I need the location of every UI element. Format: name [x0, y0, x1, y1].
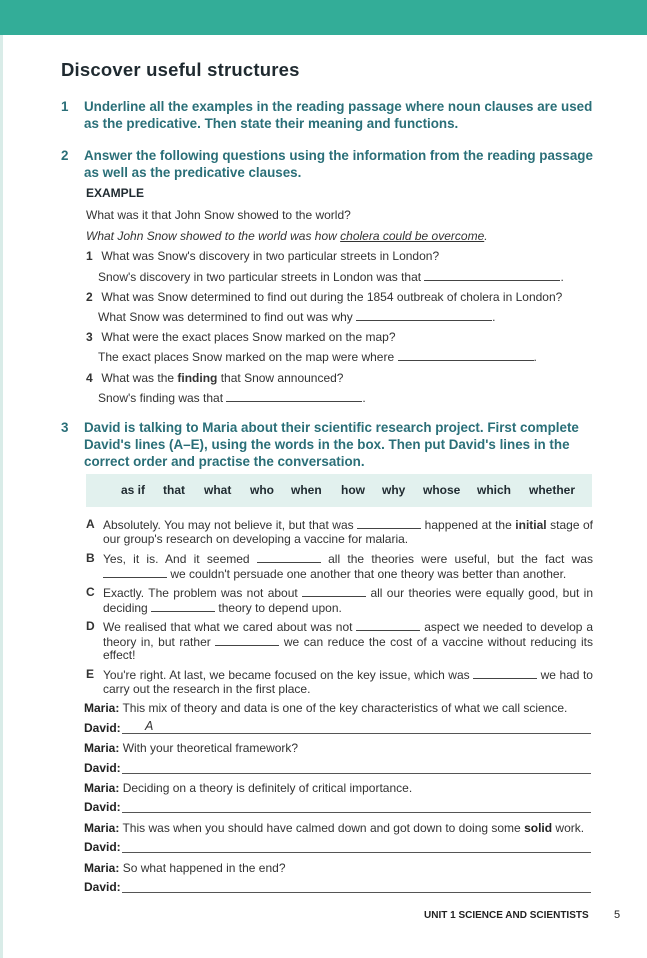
question-number: 1 — [61, 99, 69, 114]
dialogue-text: This mix of theory and data is one of the key characteristics of what we call science. — [122, 701, 568, 715]
option-text — [103, 518, 593, 546]
top-color-band — [0, 0, 647, 35]
speaker-label: David: — [84, 880, 121, 894]
maria-line-5 — [84, 861, 286, 875]
page-number: 5 — [614, 909, 621, 921]
sub-answer-2 — [98, 310, 495, 324]
sub-answer-3 — [98, 350, 537, 364]
sub-question-3 — [86, 330, 396, 344]
word-box-item: why — [382, 483, 406, 497]
sub-end: . — [492, 310, 496, 324]
option-c — [86, 586, 596, 614]
david-answer-line[interactable] — [122, 892, 591, 893]
speaker-label: Maria: — [84, 701, 120, 715]
word-box-item: that — [163, 483, 185, 497]
left-page-edge — [0, 35, 3, 958]
option-letter: D — [86, 619, 95, 633]
option-text-part: all our theories were equally good, but in deciding — [103, 586, 594, 615]
sub-number: 4 — [86, 371, 93, 385]
option-letter: C — [86, 585, 95, 599]
option-text-part: we can reduce the cost of a vaccine without reducing its effect! — [103, 634, 593, 662]
option-text-part: aspect we needed to develop a theory in, but rather — [103, 620, 594, 649]
sub-answer-4 — [98, 391, 366, 405]
option-text-part: You're right. At last, we became focused on the key issue, which was — [103, 668, 470, 682]
dialogue-text: Deciding on a theory is definitely of critical importance. — [122, 781, 413, 795]
maria-line-1 — [84, 701, 567, 715]
sub-end: . — [362, 391, 366, 405]
option-text — [103, 552, 593, 581]
option-d — [86, 620, 596, 662]
sub-question-text-end: that Snow announced? — [220, 371, 344, 385]
answer-blank[interactable] — [398, 350, 534, 361]
sub-question-text: What was Snow determined to find out during the 1854 outbreak of cholera in London? — [101, 290, 563, 304]
example-answer-end: . — [484, 229, 488, 243]
example-answer-text: What John Snow showed to the world was how — [86, 229, 337, 243]
maria-line-2 — [84, 741, 298, 755]
option-text — [103, 668, 593, 696]
david-line-1-label — [84, 721, 121, 735]
sub-question-4 — [86, 371, 343, 385]
answer-blank[interactable] — [215, 635, 279, 646]
sub-question-2 — [86, 290, 562, 304]
speaker-label: David: — [84, 800, 121, 814]
option-letter: B — [86, 551, 95, 565]
david-answer-line[interactable] — [122, 812, 591, 813]
word-box-item: what — [204, 483, 232, 497]
sub-question-bold: finding — [177, 371, 218, 385]
option-text-part: We realised that what we cared about was not — [103, 620, 353, 634]
option-text-part: theory to depend upon. — [218, 600, 342, 615]
answer-blank[interactable] — [151, 601, 215, 612]
option-text — [103, 620, 593, 663]
word-box-item: whose — [423, 483, 461, 497]
option-text-part: we couldn't persuade one another that one theory was better than another. — [170, 566, 567, 581]
option-a — [86, 518, 596, 546]
option-letter: E — [86, 667, 95, 681]
sub-end: . — [560, 270, 564, 284]
sub-number: 1 — [86, 249, 93, 263]
sub-number: 2 — [86, 290, 93, 304]
option-letter: A — [86, 517, 95, 531]
handwritten-answer: A — [145, 719, 154, 733]
speaker-label: Maria: — [84, 741, 120, 755]
word-box-item: which — [477, 483, 512, 497]
question-text: David is talking to Maria about their scientific research project. First complete David's lines (A–E), using the words in the box. Then put David's lines in the correct order and practise the conversation. — [84, 420, 579, 469]
speaker-label: David: — [84, 721, 121, 735]
word-box — [86, 474, 592, 507]
sub-number: 3 — [86, 330, 93, 344]
answer-blank[interactable] — [257, 552, 321, 563]
page-title: Discover useful structures — [61, 59, 300, 80]
word-box-item: whether — [529, 483, 576, 497]
dialogue-text: So what happened in the end? — [122, 861, 286, 875]
option-b — [86, 552, 596, 580]
sub-answer-1 — [98, 270, 564, 284]
david-line-2-label — [84, 761, 121, 775]
dialogue-bold-word: solid — [524, 821, 553, 835]
option-text-part: Exactly. The problem was not about — [103, 586, 298, 600]
option-text-part: Yes, it is. And it seemed — [103, 552, 250, 566]
answer-blank[interactable] — [473, 668, 537, 679]
answer-blank[interactable] — [356, 310, 492, 321]
dialogue-text: This was when you should have calmed down and got down to doing some — [122, 821, 521, 835]
speaker-label: David: — [84, 761, 121, 775]
sub-question-text: What were the exact places Snow marked on the map? — [101, 330, 396, 344]
sub-prompt: Snow's discovery in two particular streets in London was that — [98, 270, 422, 284]
option-text-part: Absolutely. You may not believe it, but that was — [103, 518, 354, 532]
sub-question-text: What was the — [101, 371, 175, 385]
dialogue-text-end: work. — [555, 821, 585, 835]
question-number: 3 — [61, 420, 69, 435]
david-answer-line[interactable] — [122, 852, 591, 853]
sub-question-text: What was Snow's discovery in two particular streets in London? — [101, 249, 440, 263]
sub-question-1 — [86, 249, 439, 263]
option-text-part: all the theories were useful, but the fact was — [328, 552, 593, 566]
sub-prompt: The exact places Snow marked on the map were where — [98, 350, 395, 364]
david-line-5-label — [84, 880, 121, 894]
answer-blank[interactable] — [424, 270, 560, 281]
david-answer-line[interactable] — [122, 773, 591, 774]
sub-prompt: Snow's finding was that — [98, 391, 224, 405]
word-box-item: who — [250, 483, 274, 497]
option-text — [103, 586, 593, 615]
example-heading: EXAMPLE — [86, 186, 145, 200]
dialogue-text: With your theoretical framework? — [122, 741, 299, 755]
maria-line-4 — [84, 821, 584, 835]
sub-prompt: What Snow was determined to find out was why — [98, 310, 353, 324]
footer-unit: UNIT 1 SCIENCE AND SCIENTISTS — [424, 910, 589, 921]
answer-blank[interactable] — [357, 518, 421, 529]
david-answer-line[interactable] — [122, 733, 591, 734]
example-answer-underlined: cholera could be overcome — [340, 229, 485, 243]
example-answer — [86, 229, 488, 243]
option-text-part: stage of our group's research on developing a vaccine for malaria. — [103, 518, 594, 546]
question-text: Answer the following questions using the information from the reading passage as well as the predicative clauses. — [84, 148, 593, 180]
david-line-4-label — [84, 840, 121, 854]
option-text-part: happened at the — [424, 518, 512, 532]
option-e — [86, 668, 596, 696]
speaker-label: Maria: — [84, 861, 120, 875]
maria-line-3 — [84, 781, 412, 795]
word-box-item: when — [291, 483, 322, 497]
speaker-label: Maria: — [84, 781, 120, 795]
speaker-label: Maria: — [84, 821, 120, 835]
word-box-item: as if — [121, 483, 146, 497]
answer-blank[interactable] — [103, 567, 167, 578]
question-text: Underline all the examples in the reading passage where noun clauses are used as the predicative. Then state their meaning and functions. — [84, 99, 593, 131]
question-number: 2 — [61, 148, 69, 163]
answer-blank[interactable] — [356, 620, 420, 631]
david-line-3-label — [84, 800, 121, 814]
speaker-label: David: — [84, 840, 121, 854]
word-box-item: how — [341, 483, 365, 497]
example-question: What was it that John Snow showed to the world? — [86, 208, 351, 222]
answer-blank[interactable] — [226, 391, 362, 402]
sub-end: . — [533, 350, 537, 364]
option-text-part: we had to carry out the research in the first place. — [103, 668, 593, 696]
option-bold-word: initial — [515, 518, 547, 532]
answer-blank[interactable] — [302, 586, 366, 597]
